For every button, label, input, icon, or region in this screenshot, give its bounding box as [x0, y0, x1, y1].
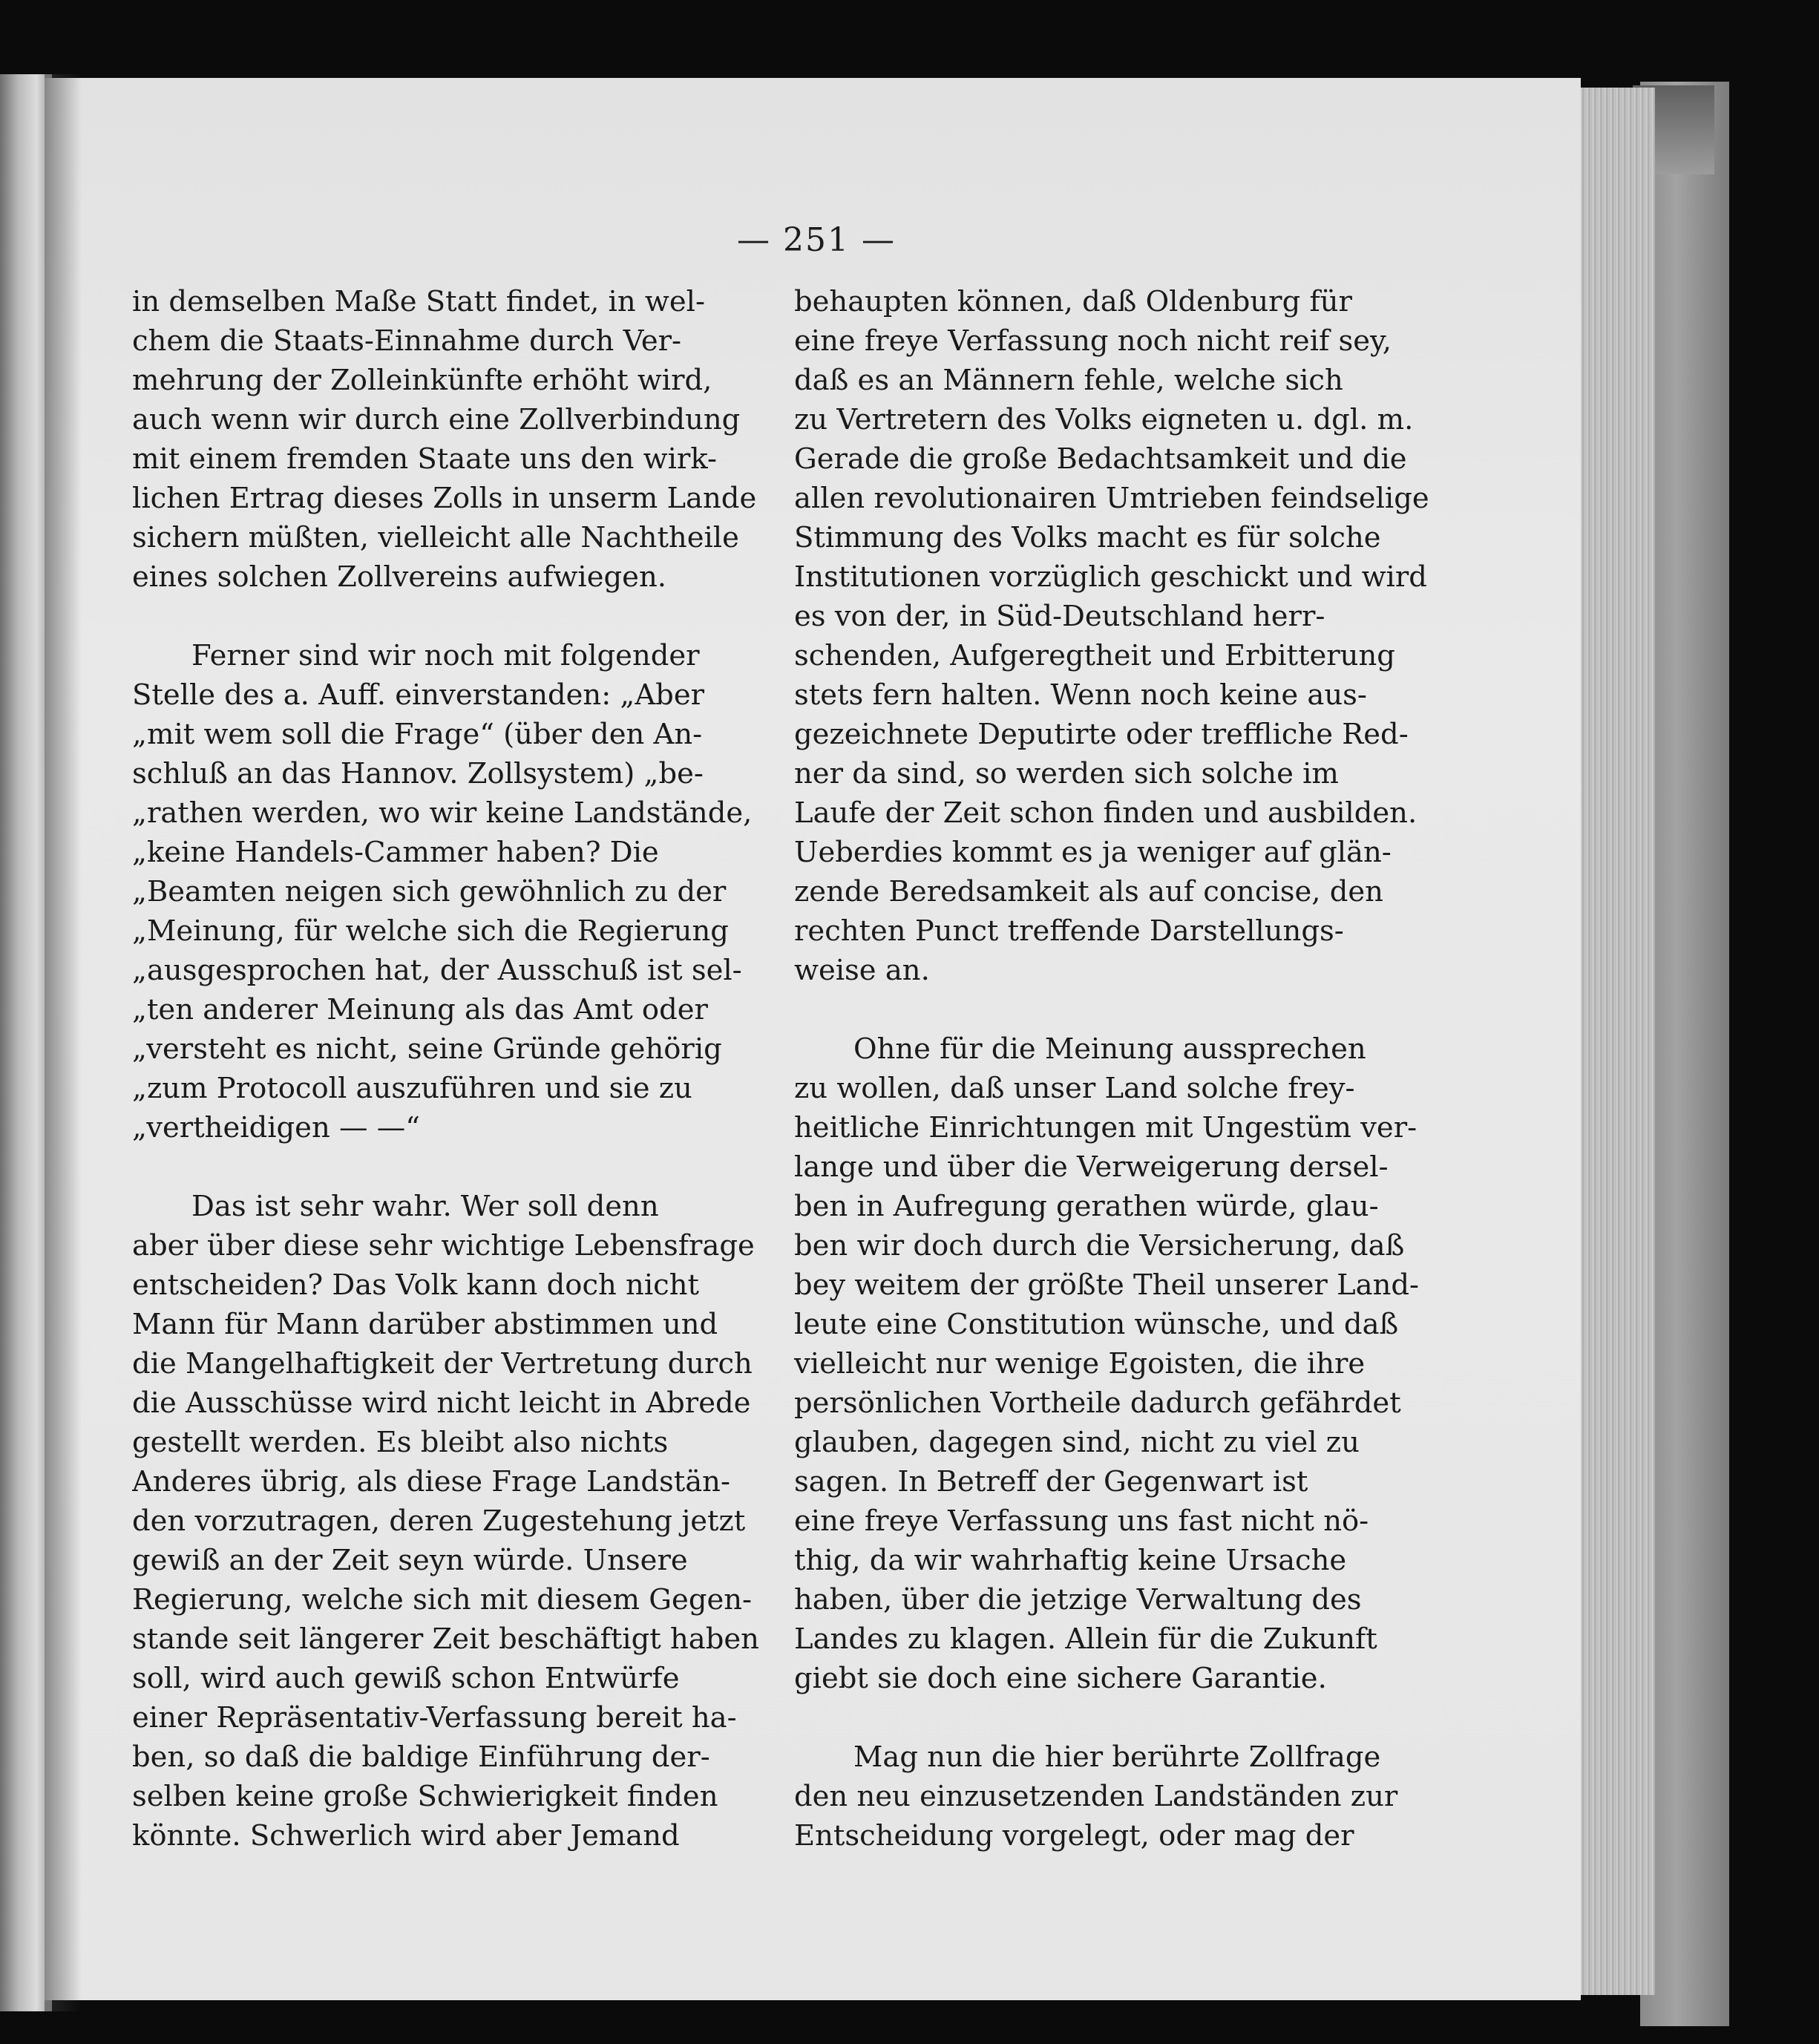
text-line: zu Vertretern des Volks eigneten u. dgl. m.: [794, 403, 1414, 436]
text-line: den vorzutragen, deren Zugestehung jetzt: [132, 1504, 746, 1538]
text-line: entscheiden? Das Volk kann doch nicht: [132, 1268, 699, 1302]
text-line: stets fern halten. Wenn noch keine aus-: [794, 678, 1367, 712]
text-line: Das ist sehr wahr. Wer soll denn: [191, 1190, 659, 1223]
text-line: rechten Punct treffende Darstellungs-: [794, 914, 1344, 948]
text-line: einer Repräsentativ-Verfassung bereit ha-: [132, 1701, 737, 1735]
text-line: eine freye Verfassung noch nicht reif sey,: [794, 324, 1392, 358]
text-line: es von der, in Süd-Deutschland herr-: [794, 600, 1325, 633]
paragraph-gap: [132, 597, 770, 636]
text-line: Regierung, welche sich mit diesem Gegen-: [132, 1583, 753, 1616]
gutter-shadow: [45, 74, 82, 2011]
text-line: „keine Handels-Cammer haben? Die: [132, 836, 659, 869]
text-line: haben, über die jetzige Verwaltung des: [794, 1583, 1362, 1616]
paragraph-gap: [132, 1147, 770, 1187]
paragraph-gap: [794, 990, 1432, 1029]
page-edges-stack: [1573, 88, 1655, 1995]
text-line: sagen. In Betreff der Gegenwart ist: [794, 1465, 1308, 1498]
text-line: Stimmung des Volks macht es für solche: [794, 521, 1381, 554]
text-line: „ausgesprochen hat, der Ausschuß ist sel-: [132, 954, 742, 987]
text-line: gestellt werden. Es bleibt also nichts: [132, 1426, 669, 1459]
text-line: thig, da wir wahrhaftig keine Ursache: [794, 1544, 1347, 1577]
paragraph-gap: [794, 1698, 1432, 1737]
text-line: chem die Staats-Einnahme durch Ver-: [132, 324, 682, 358]
page-number-header: — 251 —: [737, 221, 896, 259]
text-line: gezeichnete Deputirte oder treffliche Red-: [794, 718, 1409, 751]
text-line: ben in Aufregung gerathen würde, glau-: [794, 1190, 1379, 1223]
text-line: könnte. Schwerlich wird aber Jemand: [132, 1819, 680, 1853]
text-line: auch wenn wir durch eine Zollverbindung: [132, 403, 741, 436]
text-line: ben wir doch durch die Versicherung, daß: [794, 1229, 1405, 1262]
right-text-column: [794, 282, 1432, 1855]
text-line: behaupten können, daß Oldenburg für: [794, 285, 1352, 318]
text-line: leute eine Constitution wünsche, und daß: [794, 1308, 1399, 1341]
text-line: Ueberdies kommt es ja weniger auf glän-: [794, 836, 1392, 869]
text-line: schluß an das Hannov. Zollsystem) „be-: [132, 757, 704, 790]
text-line: eine freye Verfassung uns fast nicht nö-: [794, 1504, 1369, 1538]
text-line: sichern müßten, vielleicht alle Nachtheile: [132, 521, 739, 554]
text-line: Institutionen vorzüglich geschickt und wird: [794, 560, 1427, 594]
text-line: Stelle des a. Auff. einverstanden: „Aber: [132, 678, 705, 712]
text-line: allen revolutionairen Umtrieben feindselige: [794, 482, 1429, 515]
text-line: „mit wem soll die Frage“ (über den An-: [132, 718, 703, 751]
text-line: Landes zu klagen. Allein für die Zukunft: [794, 1622, 1377, 1656]
text-line: lichen Ertrag dieses Zolls in unserm Lande: [132, 482, 757, 515]
text-line: vielleicht nur wenige Egoisten, die ihre: [794, 1347, 1366, 1380]
text-line: mehrung der Zolleinkünfte erhöht wird,: [132, 364, 712, 397]
text-line: persönlichen Vortheile dadurch gefährdet: [794, 1386, 1401, 1420]
text-line: bey weitem der größte Theil unserer Land-: [794, 1268, 1420, 1302]
text-line: giebt sie doch eine sichere Garantie.: [794, 1662, 1327, 1695]
text-line: zu wollen, daß unser Land solche frey-: [794, 1072, 1355, 1105]
text-line: „ten anderer Meinung als das Amt oder: [132, 993, 708, 1026]
text-line: „versteht es nicht, seine Gründe gehörig: [132, 1032, 722, 1066]
text-line: „Meinung, für welche sich die Regierung: [132, 914, 729, 948]
text-line: schenden, Aufgeregtheit und Erbitterung: [794, 639, 1395, 672]
text-line: mit einem fremden Staate uns den wirk-: [132, 442, 717, 476]
text-line: Mann für Mann darüber abstimmen und: [132, 1308, 718, 1341]
text-line: die Ausschüsse wird nicht leicht in Abrede: [132, 1386, 751, 1420]
text-line: zende Beredsamkeit als auf concise, den: [794, 875, 1383, 908]
text-line: ben, so daß die baldige Einführung der-: [132, 1740, 710, 1774]
text-line: Laufe der Zeit schon finden und ausbilden.: [794, 796, 1417, 830]
text-line: gewiß an der Zeit seyn würde. Unsere: [132, 1544, 688, 1577]
text-line: Entscheidung vorgelegt, oder mag der: [794, 1819, 1354, 1853]
text-line: soll, wird auch gewiß schon Entwürfe: [132, 1662, 680, 1695]
text-line: „rathen werden, wo wir keine Landstände,: [132, 796, 753, 830]
text-line: daß es an Männern fehle, welche sich: [794, 364, 1343, 397]
text-line: selben keine große Schwierigkeit finden: [132, 1780, 718, 1813]
text-line: weise an.: [794, 954, 930, 987]
text-line: stande seit längerer Zeit beschäftigt haben: [132, 1622, 759, 1656]
left-text-column: [132, 282, 770, 1855]
text-line: „vertheidigen — —“: [132, 1111, 420, 1144]
text-line: die Mangelhaftigkeit der Vertretung durch: [132, 1347, 753, 1380]
text-line: ner da sind, so werden sich solche im: [794, 757, 1339, 790]
text-line: Ohne für die Meinung aussprechen: [853, 1032, 1366, 1066]
text-line: Ferner sind wir noch mit folgender: [191, 639, 700, 672]
text-line: Mag nun die hier berührte Zollfrage: [853, 1740, 1381, 1774]
text-line: in demselben Maße Statt findet, in wel-: [132, 285, 705, 318]
text-line: eines solchen Zollvereins aufwiegen.: [132, 560, 666, 594]
text-line: den neu einzusetzenden Landständen zur: [794, 1780, 1398, 1813]
text-line: „Beamten neigen sich gewöhnlich zu der: [132, 875, 727, 908]
text-line: heitliche Einrichtungen mit Ungestüm ver-: [794, 1111, 1417, 1144]
text-line: Anderes übrig, als diese Frage Landstän-: [132, 1465, 730, 1498]
text-line: glauben, dagegen sind, nicht zu viel zu: [794, 1426, 1360, 1459]
text-line: lange und über die Verweigerung dersel-: [794, 1150, 1389, 1184]
text-line: Gerade die große Bedachtsamkeit und die: [794, 442, 1407, 476]
text-line: „zum Protocoll auszuführen und sie zu: [132, 1072, 692, 1105]
text-line: aber über diese sehr wichtige Lebensfrage: [132, 1229, 755, 1262]
